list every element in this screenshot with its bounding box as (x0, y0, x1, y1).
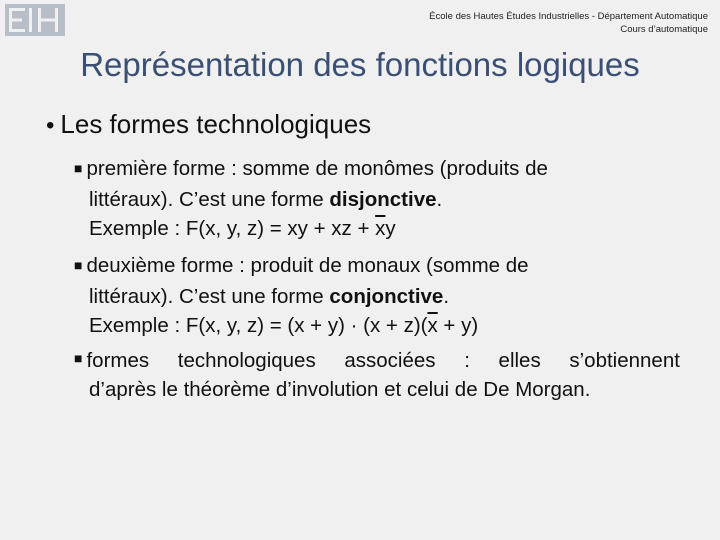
example-formula (74, 214, 680, 243)
complemented-x: $\overline{x}$ (375, 217, 386, 240)
formula-part: + y) (437, 314, 479, 337)
header-school: École des Hautes Études Industrielles - Département Automatique (429, 11, 708, 22)
square-bullet-icon: ■ (74, 350, 83, 366)
word: formes (86, 349, 150, 372)
example-formula (74, 311, 680, 340)
formula-part: Exemple : F(x, y, z) = xy + xz + (89, 217, 376, 240)
word: elles (498, 349, 541, 372)
item-line: littéraux). C’est une forme (89, 285, 330, 308)
word: technologiques (177, 349, 316, 372)
justified-line (86, 346, 680, 375)
item-line: . (436, 188, 443, 211)
word: : (464, 349, 470, 372)
word: s’obtiennent (569, 349, 680, 372)
formula-part: Exemple : F(x, y, z) = (x + y) · (x + z)( (89, 314, 428, 337)
item-deuxieme-forme (74, 251, 680, 340)
item-line: . (443, 285, 450, 308)
header (429, 10, 708, 36)
slide-title: Représentation des fonctions logiques (80, 46, 640, 83)
item-formes-associees (74, 346, 680, 404)
item-premiere-forme (74, 154, 680, 243)
square-bullet-icon: ■ (74, 160, 83, 176)
school-logo (5, 4, 65, 36)
bullet-icon: • (46, 112, 55, 139)
word: associées (344, 349, 436, 372)
item-line: littéraux). C’est une forme (89, 188, 330, 211)
square-bullet-icon: ■ (74, 257, 83, 273)
item-line: d’après le théorème d’involution et celui de De Morgan. (89, 378, 591, 401)
keyword-disjonctive: disjonctive (329, 188, 437, 211)
bullet-formes-technologiques (46, 109, 371, 140)
complemented-x: $\overline{x}$ (427, 314, 438, 337)
bullet-text: Les formes technologiques (60, 109, 372, 139)
header-course: Cours d’automatique (620, 24, 708, 35)
keyword-conjonctive: conjonctive (329, 285, 444, 308)
item-line: deuxième forme : produit de monaux (somme de (86, 254, 529, 277)
formula-part: y (385, 217, 396, 240)
item-line: première forme : somme de monômes (produits de (86, 157, 548, 180)
